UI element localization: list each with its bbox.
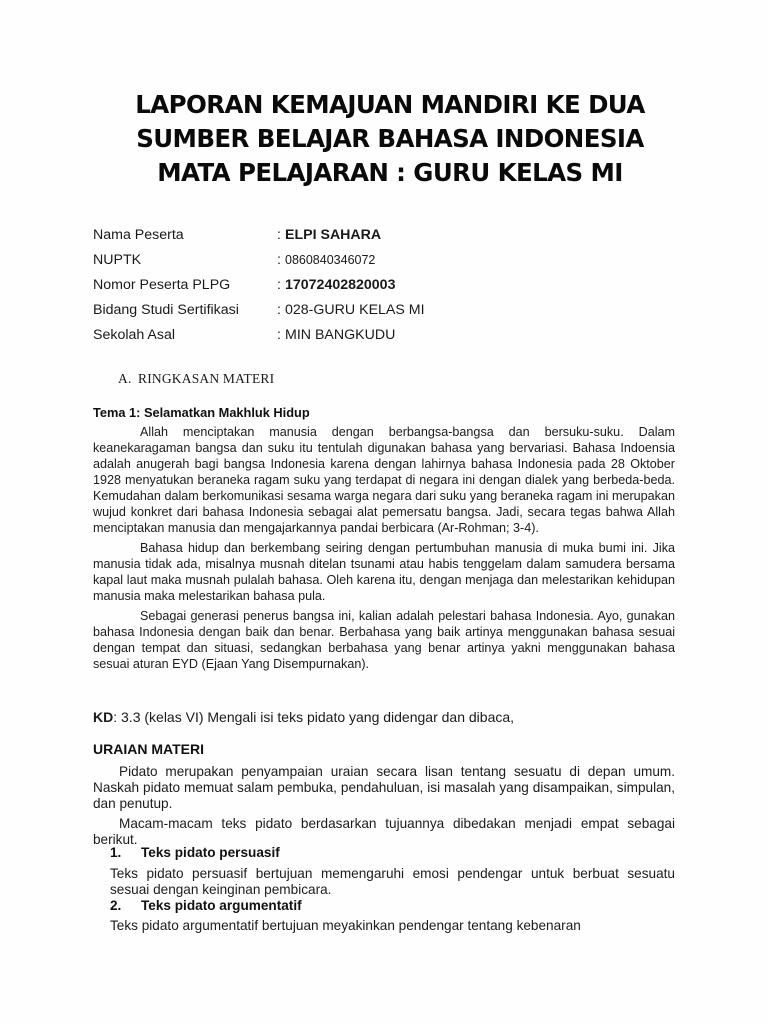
paragraph: Teks pidato argumentatif bertujuan meyakinkan pendengar tentang kebenaran [110,918,581,933]
list-item-heading-2 [110,898,302,913]
uraian-heading: URAIAN MATERI [93,741,204,757]
title-line-3: MATA PELAJARAN : GURU KELAS MI [157,158,623,187]
paragraph: Allah menciptakan manusia dengan berbangsa-bangsa dan bersuku-suku. Dalam keanekaragaman bangsa dan suku itu tentulah digunakan bahasa yang bervariasi. Bahasa Indoensia adalah anugerah bagi bangsa Indonesia karena dengan lahirnya bahasa Indonesia pada 28 Oktober 1928 menyatukan beraneka ragam suku yang terdapat di negara ini dengan dialek yang berbeda-beda. Kemudahan dalam berkomunikasi sesama warga negara dari suku yang beraneka ragam ini merupakan wujud konkret dari bahasa Indonesia sebagai alat pemersatu bangsa. Jadi, secara tegas bahwa Allah menciptakan manusia dan mengajarkannya pandai berbicara (Ar-Rohman; 3-4). [93,425,675,535]
info-value: ELPI SAHARA [285,226,382,243]
info-row-nomor-peserta [93,272,425,297]
list-title: Teks pidato persuasif [141,845,280,860]
info-row-nama [93,222,425,247]
info-row-bidang-studi [93,297,425,322]
info-separator: : [277,276,281,293]
list-item-body-2 [110,918,675,934]
info-value: 0860840346072 [285,252,376,267]
tema-heading: Tema 1: Selamatkan Makhluk Hidup [93,405,310,420]
participant-info [93,222,425,347]
section-title: RINGKASAN MATERI [138,371,275,386]
title-line-2: SUMBER BELAJAR BAHASA INDONESIA [136,124,644,153]
document-title [80,88,700,190]
info-label: Sekolah Asal [93,326,176,343]
list-item-heading-1 [110,845,280,860]
info-label: Bidang Studi Sertifikasi [93,301,239,318]
info-label: NUPTK [93,251,142,268]
list-title: Teks pidato argumentatif [141,898,302,913]
tema-body [93,424,675,672]
paragraph: Bahasa hidup dan berkembang seiring dengan pertumbuhan manusia di muka bumi ini. Jika manusia tidak ada, misalnya musnah ditelan tsunami atau habis tenggelam dalam samudera bersama kapal laut maka musnah pulalah bahasa. Oleh karena itu, dengan menjaga dan melestarikan kehidupan manusia maka melestarikan bahasa pula. [93,541,675,603]
title-line-1: LAPORAN KEMAJUAN MANDIRI KE DUA [135,90,645,119]
info-separator: : [277,301,281,318]
section-number: A. [118,371,132,386]
info-value: 17072402820003 [285,276,396,293]
list-item-body-1 [110,866,675,898]
info-separator: : [277,251,281,268]
kd-text: : 3.3 (kelas VI) Mengali isi teks pidato yang didengar dan dibaca, [113,709,515,725]
paragraph: Teks pidato persuasif bertujuan memengaruhi emosi pendengar untuk berbuat sesuatu sesuai dengan keinginan pembicara. [110,866,675,897]
info-separator: : [277,226,281,243]
list-number: 2. [110,898,122,913]
info-row-sekolah [93,322,425,347]
info-value: 028-GURU KELAS MI [285,301,425,318]
kd-line [93,709,514,725]
section-heading-a [118,371,274,387]
info-separator: : [277,326,281,343]
paragraph: Sebagai generasi penerus bangsa ini, kalian adalah pelestari bahasa Indonesia. Ayo, gunakan bahasa Indonesia dengan baik dan benar. Berbahasa yang baik artinya menggunakan bahasa sesuai dengan tempat dan situasi, sedangkan berbahasa yang benar artinya yakni menggunakan bahasa sesuai aturan EYD (Ejaan Yang Disempurnakan). [93,609,675,671]
info-value: MIN BANGKUDU [285,326,396,343]
info-label: Nama Peserta [93,226,184,243]
kd-label: KD [93,709,114,725]
list-number: 1. [110,845,122,860]
info-row-nuptk [93,247,425,272]
paragraph: Macam-macam teks pidato berdasarkan tujuannya dibedakan menjadi empat sebagai berikut. [93,816,675,847]
paragraph: Pidato merupakan penyampaian uraian secara lisan tentang sesuatu di depan umum. Naskah pidato memuat salam pembuka, pendahuluan, isi masalah yang disampaikan, simpulan, dan penutup. [93,764,675,811]
uraian-body [93,764,675,848]
info-label: Nomor Peserta PLPG [93,276,231,293]
